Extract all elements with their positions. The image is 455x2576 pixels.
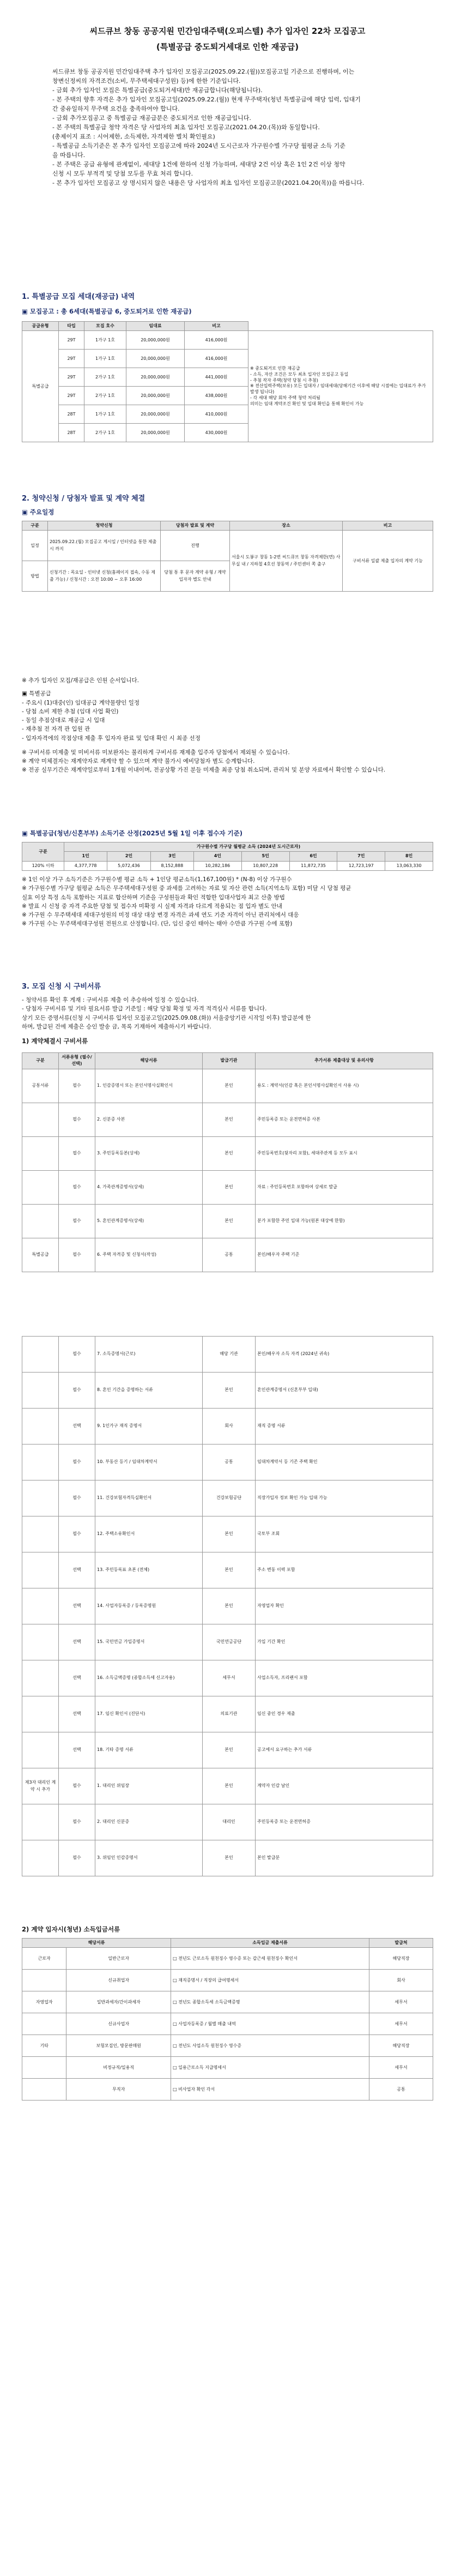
note-line: ※ 1인 이상 가구 소득기준은 가구원수별 평균 소득 + 1인당 평균소득(1,167,100원) * (N-8) 이상 가구원수 xyxy=(22,876,292,883)
cell: □ 일용근로소득 지급명세서 xyxy=(171,2057,369,2079)
section4-title: 3. 모집 신청 시 구비서류 xyxy=(22,983,101,991)
col-header: 비고 xyxy=(185,321,248,330)
cell: 필수 xyxy=(59,1069,95,1103)
intro-line: 간 중유일하지 무주택 요건을 충족하여야 합니다. xyxy=(52,105,180,112)
table-row xyxy=(22,1516,433,1552)
cell xyxy=(22,2057,66,2079)
supply-table xyxy=(22,321,433,442)
cell: 2가구 1호 xyxy=(84,368,126,387)
cell: 본인 xyxy=(203,1588,256,1624)
cell: 10,282,186 xyxy=(193,861,241,870)
cell: 본인 xyxy=(203,1768,256,1804)
col-header: 발급기관 xyxy=(203,1053,256,1069)
cell: 2025.09.22.(월) 모집공고 게시일 / 인터넷을 통한 제출 시 까지 xyxy=(48,531,161,561)
col-header: 8인 xyxy=(385,852,433,861)
cell: 20,000,000원 xyxy=(126,368,185,387)
note-line: ※ 추가 입자인 모집/재공급은 인원 순서입니다. xyxy=(22,677,139,684)
cell: 자영업자 xyxy=(22,1991,66,2013)
row-group: 제3자 대리인 계약 시 추가 xyxy=(22,1768,59,1804)
cell: 1. 대리인 위임장 xyxy=(95,1768,203,1804)
cell: 28T xyxy=(59,424,84,442)
row-group xyxy=(22,1840,59,1876)
cell: 해당 기관 xyxy=(203,1337,256,1373)
cell: 20,000,000원 xyxy=(126,350,185,368)
cell: 주민등록증 또는 운전면허증 xyxy=(256,1804,433,1840)
cell: 12. 주택소유확인서 xyxy=(95,1516,203,1552)
col-header: 구분 xyxy=(22,521,48,530)
intro-line: - 본 주택은 공급 유형에 관계없이, 세대당 1건에 한하여 신청 가능하며, 세대당 2건 이상 혹은 1인 2건 이상 청약 xyxy=(52,160,345,168)
col-header: 구분 xyxy=(22,842,64,861)
cell: 필수 xyxy=(59,1136,95,1170)
intro-line: - 본 주택의 특별공급 청약 자격은 당 사업자의 최초 입자인 모집공고(2021.04.20.(목))와 동일합니다. xyxy=(52,123,320,131)
col-header: 1인 xyxy=(64,852,107,861)
col-header: 서류유형 (필수/선택) xyxy=(59,1053,95,1069)
cell: 자료 : 주민등록번호 포함하여 상세로 발급 xyxy=(256,1170,433,1204)
cell: 필수 xyxy=(59,1768,95,1804)
remark: - 각 세대 해당 회차 주택 청약 처리됨 xyxy=(250,395,320,401)
docs-table xyxy=(22,1052,433,1272)
cell: 해당직장 xyxy=(369,2035,433,2057)
col-header: 공급유형 xyxy=(22,321,59,330)
cell: 직장가입자 정보 확인 가능 입대 가능 xyxy=(256,1480,433,1516)
note-line: ※ 가구원 수 무주택세대 세대구성원의 미정 대상 대상 변경 자격은 과세 연도 기준 자격이 아닌 관리처에서 대응 xyxy=(22,912,299,919)
cell: 13,063,330 xyxy=(385,861,433,870)
income-table xyxy=(22,842,433,871)
note-line: - 동일 추점상대로 재공급 시 입대 xyxy=(22,717,105,724)
table-row xyxy=(22,1588,433,1624)
cell: 본인 xyxy=(203,1136,256,1170)
cell: 필수 xyxy=(59,1238,95,1272)
cell: 주민등록번호(뒷자리 포함), 세대주관계 등 모두 표시 xyxy=(256,1136,433,1170)
cell: 필수 xyxy=(59,1445,95,1480)
intro-line: - 본 추가 입자인 모집공고 상 명시되지 않은 내용은 당 사업자의 최초 입자인 모집공고문(2021.04.20(목))을 따릅니다. xyxy=(52,179,365,187)
note-line: ※ 가구원수별 가구당 월평균 소득은 무주택세대구성원 중 과세를 고려하는 자료 및 자산 관련 소득(지역소득 포함) 미달 시 당첨 평균 xyxy=(22,885,351,892)
cell: 1가구 1호 xyxy=(84,350,126,368)
cell: 선택 xyxy=(59,1732,95,1768)
section2-notes xyxy=(22,676,433,775)
cell xyxy=(22,1970,66,1991)
cell: 건강보험공단 xyxy=(203,1480,256,1516)
cell: 필수 xyxy=(59,1204,95,1238)
table-row xyxy=(22,1804,433,1840)
cell: 본인 xyxy=(203,1732,256,1768)
cell: 선택 xyxy=(59,1624,95,1660)
cell: 441,000원 xyxy=(185,368,248,387)
cell: 임대차계약서 등 기존 주택 확인 xyxy=(256,1445,433,1480)
row-group xyxy=(22,1103,59,1136)
remark: 의미는 임대 계약조건 확인 및 입대 확인을 통해 확인이 가능 xyxy=(250,401,364,406)
row-group: 공통서류 xyxy=(22,1069,59,1103)
cell: 신규사업자 xyxy=(66,2013,171,2035)
cell: 가입 기간 확인 xyxy=(256,1624,433,1660)
table-row xyxy=(22,1696,433,1732)
cell: 회사 xyxy=(369,1970,433,1991)
cell: 본인 xyxy=(203,1373,256,1409)
row-group: 특별공급 xyxy=(22,1238,59,1272)
cell: 1. 인감증명서 또는 본인서명사실확인서 xyxy=(95,1069,203,1103)
cell: 29T xyxy=(59,387,84,405)
cell xyxy=(22,2079,66,2100)
cell: 본인/배우자 소득 자격 (2024년 귀속) xyxy=(256,1337,433,1373)
note-line: - 재추첨 전 자격 관 입원 관 xyxy=(22,726,90,733)
cell: 재직 증명 서류 xyxy=(256,1409,433,1445)
section1-title: 1. 특별공급 모집 세대(재공급) 내역 xyxy=(22,293,135,301)
cell: 13. 주민등록표 초본 (전체) xyxy=(95,1552,203,1588)
cell: 1가구 1호 xyxy=(84,405,126,424)
intro-line: - 금회 추가 입자인 모집은 특별공급(중도퇴거세대)만 재공급합니다(해당됩니다). xyxy=(52,86,263,94)
income-title: ▣ 특별공급(청년/신혼부부) 소득기준 산정(2025년 5월 1일 이후 접수자 기준) xyxy=(22,829,242,837)
table-row xyxy=(22,2079,433,2100)
cell: 해당직장 xyxy=(369,1948,433,1970)
cell: 본인 xyxy=(203,1204,256,1238)
row-group xyxy=(22,1552,59,1588)
cell: 7. 소득증명서(근로) xyxy=(95,1337,203,1373)
note-line: ※ 계약 미체결자는 재계약자로 재계약 할 수 있으며 계약 불가시 예비당첨자 별도 승계합니다. xyxy=(22,758,255,765)
cell: 120% 이하 xyxy=(22,861,64,870)
docs-table-continued xyxy=(22,1336,433,1876)
cell: □ 사업자등록증 / 월별 매출 내역 xyxy=(171,2013,369,2035)
cell: 2. 대리인 신분증 xyxy=(95,1804,203,1840)
cell: 416,000원 xyxy=(185,350,248,368)
supply-group: 특별공급 xyxy=(22,331,59,442)
col-header: 가구원수별 가구당 월평균 소득 (2024년 도시근로자) xyxy=(64,842,433,851)
cell: 공통 xyxy=(203,1445,256,1480)
intro-line: (총제이지 표조 : 시어제한, 소득제한, 자격제한 별치 확인필요) xyxy=(52,133,215,140)
table-row xyxy=(22,1991,433,2013)
cell: 본인 xyxy=(203,1170,256,1204)
cell: 12,723,197 xyxy=(337,861,385,870)
note-line: ※ 가구원 수는 무주택세대구성원 전원으로 산정합니다. (단, 임신 중인 태아는 태아 수만큼 가구원 수에 포함) xyxy=(22,920,293,928)
cell: 용도 : 계약서(인감 혹은 본인서명사실확인서 사용 시) xyxy=(256,1069,433,1103)
cell: 438,000원 xyxy=(185,387,248,405)
cell: 29T xyxy=(59,350,84,368)
cell: 8. 혼인 기간을 증명하는 서류 xyxy=(95,1373,203,1409)
intro-line: - 금회 추가모집공고 중 특별공급 재공급분은 중도퇴거로 인한 재공급입니다. xyxy=(52,114,251,122)
cell: 28T xyxy=(59,405,84,424)
cell: 29T xyxy=(59,368,84,387)
table-row xyxy=(22,1970,433,1991)
notice-subtitle: (특별공급 중도퇴거세대로 인한 재공급) xyxy=(156,42,299,52)
cell: 당첨 통 후 문자 계약 유형 / 계약 입자자 별도 안내 xyxy=(161,561,230,592)
row-group xyxy=(22,1136,59,1170)
col-header: 청약신청 xyxy=(48,521,161,530)
cell: 416,000원 xyxy=(185,331,248,350)
table-row xyxy=(22,2013,433,2035)
docs-sub: 1) 계약체결시 구비서류 xyxy=(22,1037,88,1045)
cell: 필수 xyxy=(59,1804,95,1840)
cell: 5,072,436 xyxy=(107,861,150,870)
cell: 16. 소득금액증명 (종합소득세 신고자용) xyxy=(95,1660,203,1696)
cell: 주민등록증 또는 운전면허증 사본 xyxy=(256,1103,433,1136)
table-row xyxy=(22,1103,433,1136)
table-row xyxy=(22,1480,433,1516)
cell: 17. 임신 확인서 (진단서) xyxy=(95,1696,203,1732)
row-group xyxy=(22,1337,59,1373)
intro-line: 을 따릅니다. xyxy=(52,151,86,159)
row-group xyxy=(22,1170,59,1204)
cell xyxy=(22,2013,66,2035)
intro-line: 신청 시 모두 부적격 및 당첨 모두를 무효 처리 합니다. xyxy=(52,170,193,178)
row-group xyxy=(22,1445,59,1480)
cell: 사업소득자, 프리랜서 포함 xyxy=(256,1660,433,1696)
col-header: 6인 xyxy=(289,852,337,861)
remark: ※ 중도퇴거로 인한 재공급 xyxy=(250,366,300,371)
cell: 회사 xyxy=(203,1409,256,1445)
note-line: - 청약서류 확인 후 게재 : 구비서류 제출 이 추승하여 일정 수 있습니다. xyxy=(22,997,199,1004)
row-group xyxy=(22,1732,59,1768)
row-group xyxy=(22,1588,59,1624)
intro-line: - 본 주택의 향후 자격은 추가 입자인 모집공고일(2025.09.22.(월)) 현재 무주택자(청년 특별공급에 해당 입력, 입대기 xyxy=(52,95,361,103)
cell: 430,000원 xyxy=(185,424,248,442)
cell: 구비서류 일괄 제출 입자의 계약 기능 xyxy=(343,531,433,592)
cell: 자영업자 확인 xyxy=(256,1588,433,1624)
cell: 필수 xyxy=(59,1516,95,1552)
cell: 2가구 1호 xyxy=(84,387,126,405)
cell: 필수 xyxy=(59,1840,95,1876)
note-line: 실효 이상 특정 소득 포함하는 지표로 합산하며 기준을 구성원들과 확인 적합한 입대사업자 최고 산출 방법 xyxy=(22,894,285,901)
remark: - 소득, 자산 조건은 모두 최초 입자인 모집공고 동일 xyxy=(250,371,349,377)
col-header: 타입 xyxy=(59,321,84,330)
cell: 선택 xyxy=(59,1409,95,1445)
cell: 세무서 xyxy=(369,1991,433,2013)
cell: 본인 xyxy=(203,1552,256,1588)
row-group xyxy=(22,1409,59,1445)
cell: 11,872,735 xyxy=(289,861,337,870)
table-row xyxy=(22,1732,433,1768)
cell: 6. 주택 자격증 및 신청서(작성) xyxy=(95,1238,203,1272)
cell: 4,377,778 xyxy=(64,861,107,870)
remark: ※ 전산입력주택(보유) 모든 입대자 / 임대세대(당해기간 이후에 해당 시점에는 입대료가 추가 발생 됩니다) xyxy=(250,383,426,395)
cell: 필수 xyxy=(59,1337,95,1373)
section4-notes xyxy=(22,996,433,1031)
note-line: ※ 구비서류 미제출 및 미비서류 미보완자는 불리하게 구비서류 재제출 입주자 당첨에서 제외될 수 있습니다. xyxy=(22,749,290,756)
cell: 29T xyxy=(59,331,84,350)
cell: 일반과세자/간이과세자 xyxy=(66,1991,171,2013)
cell: 20,000,000원 xyxy=(126,405,185,424)
col-header: 장소 xyxy=(230,521,343,530)
col-header: 비고 xyxy=(343,521,433,530)
cell: 20,000,000원 xyxy=(126,331,185,350)
section1-sub: ▣ 모집공고 : 총 6세대(특별공급 6, 중도퇴거로 인한 재공급) xyxy=(22,308,192,316)
cell: □ 비사업자 확인 각서 xyxy=(171,2079,369,2100)
cell: 세무서 xyxy=(203,1660,256,1696)
cell: 무직자 xyxy=(66,2079,171,2100)
col-header: 5인 xyxy=(241,852,289,861)
cell: 10. 부동산 등기 / 임대차계약서 xyxy=(95,1445,203,1480)
schedule-table xyxy=(22,521,433,592)
table-row xyxy=(22,1768,433,1804)
cell: 3. 위임인 인감증명서 xyxy=(95,1840,203,1876)
cell: 공통 xyxy=(369,2079,433,2100)
col-header: 2인 xyxy=(107,852,150,861)
table-row xyxy=(22,1552,433,1588)
income-notes xyxy=(22,875,433,929)
cell: 의료기관 xyxy=(203,1696,256,1732)
table-row xyxy=(22,1445,433,1480)
table-row xyxy=(22,1840,433,1876)
cell: 선택 xyxy=(59,1696,95,1732)
cell: 혼인관계증명서 (신혼부부 입대) xyxy=(256,1373,433,1409)
cell: 공고에서 요구하는 추가 서류 xyxy=(256,1732,433,1768)
section2-title: 2. 청약신청 / 당첨자 발표 및 계약 체결 xyxy=(22,495,145,503)
remark: - 추첨 작자 주택(청약 당첨 시 추첨) xyxy=(250,377,318,383)
table-row xyxy=(22,1170,433,1204)
cell: 진행 xyxy=(161,531,230,561)
table-row xyxy=(22,1409,433,1445)
row-group xyxy=(22,1480,59,1516)
col-header: 발급처 xyxy=(369,1938,433,1947)
supply-remarks xyxy=(248,331,433,442)
col-header: 당첨자 발표 및 계약 xyxy=(161,521,230,530)
notice-title: 씨드큐브 창동 공공지원 민간임대주택(오피스텔) 추가 입자인 22차 모집공고 xyxy=(89,26,366,36)
table-row xyxy=(22,1238,433,1272)
cell: 선택 xyxy=(59,1660,95,1696)
row-group xyxy=(22,1696,59,1732)
cell: 1가구 1호 xyxy=(84,331,126,350)
cell: 2가구 1호 xyxy=(84,424,126,442)
cell: 3. 주민등록등본(상세) xyxy=(95,1136,203,1170)
cell: □ 전년도 근로소득 원천징수 영수증 또는 갑근세 원천징수 확인서 xyxy=(171,1948,369,1970)
table-row xyxy=(22,1373,433,1409)
col-header: 모집 호수 xyxy=(84,321,126,330)
table-row xyxy=(22,1660,433,1696)
cell: 계약자 인감 날인 xyxy=(256,1768,433,1804)
cell: 20,000,000원 xyxy=(126,424,185,442)
cell: 15. 국민연금 가입증명서 xyxy=(95,1624,203,1660)
table-row xyxy=(22,1337,433,1373)
cell: □ 전년도 사업소득 원천징수 영수증 xyxy=(171,2035,369,2057)
col-header: 해당서류 xyxy=(95,1053,203,1069)
note-line: - 당첨 소비 제한 추첨 (임대 사업 확인) xyxy=(22,708,119,715)
col-header: 소득입금 제출서류 xyxy=(171,1938,369,1947)
note-line: - 주요시 (1)대중(인) 임대공급 계약물량인 일정 xyxy=(22,699,139,706)
cell: 필수 xyxy=(59,1170,95,1204)
cell: 방법 xyxy=(22,561,48,592)
intro-line: - 특별공급 소득기준은 본 추가 입자인 모집공고에 따라 2024년 도시근로자 가구원수별 가구당 월평균 소득 기준 xyxy=(52,142,345,149)
note-line: ※ 발표 시 신청 중 자격 주요한 당첨 및 접수자 미확정 시 실제 자격과 다르게 적용되는 점 입자 별도 안내 xyxy=(22,902,282,910)
row-group xyxy=(22,1373,59,1409)
cell: 서울시 도봉구 창동 1-2번 씨드큐브 창동 자격제한(면) 사무실 내 / 지하철 4호선 창동역 / 주민센터 쪽 출구 xyxy=(230,531,343,592)
cell: 신규취업자 xyxy=(66,1970,171,1991)
cell: 신청기간 : 목요일 - 인터넷 신청(홈페이지 접속, 수동 제출 가능) / 신청시간 : 오전 10:00 ~ 오후 16:00 xyxy=(48,561,161,592)
cell: 410,000원 xyxy=(185,405,248,424)
cell: 본인 xyxy=(203,1103,256,1136)
cell: 본인 발급분 xyxy=(256,1840,433,1876)
row-group xyxy=(22,1624,59,1660)
note-line: - 입자자격에의 작점상대 제출 후 입자자 완료 및 입대 확인 시 최종 선정 xyxy=(22,735,201,742)
cell: 본인/배우자 주택 기준 xyxy=(256,1238,433,1272)
cell: 2. 신분증 사본 xyxy=(95,1103,203,1136)
cell: 보험모집인, 방문판매원 xyxy=(66,2035,171,2057)
cell: 비정규직/일용직 xyxy=(66,2057,171,2079)
row-group xyxy=(22,1516,59,1552)
table-row xyxy=(22,1948,433,1970)
cell: 주소 변동 이력 포함 xyxy=(256,1552,433,1588)
table-row xyxy=(22,1136,433,1170)
cell: 8,152,888 xyxy=(150,861,193,870)
cell: 본인 xyxy=(203,1516,256,1552)
cell: 5. 혼인관계증명서(상세) xyxy=(95,1204,203,1238)
col-header: 해당서류 xyxy=(22,1938,171,1947)
cell: 10,807,228 xyxy=(241,861,289,870)
note-line: ▣ 특별공급 xyxy=(22,690,51,697)
cell: 필수 xyxy=(59,1103,95,1136)
cell: 근로자 xyxy=(22,1948,66,1970)
cell: 20,000,000원 xyxy=(126,387,185,405)
table-row xyxy=(22,1069,433,1103)
col-header: 구분 xyxy=(22,1053,59,1069)
col-header: 4인 xyxy=(193,852,241,861)
cell: 공통 xyxy=(203,1238,256,1272)
note-line: 하며, 발급된 건에 제출은 승인 발송 금, 목록 기재하여 제출하시기 바랍니다. xyxy=(22,1023,211,1030)
cell: 4. 가족관계증명서(상세) xyxy=(95,1170,203,1204)
row-group xyxy=(22,1204,59,1238)
cell: 선택 xyxy=(59,1588,95,1624)
row-group xyxy=(22,1804,59,1840)
cell: 18. 기타 증명 서류 xyxy=(95,1732,203,1768)
table-row xyxy=(22,2057,433,2079)
cell: 분가 포함한 주민 입대 가능(원본 대상에 한함) xyxy=(256,1204,433,1238)
cell: 국민연금공단 xyxy=(203,1624,256,1660)
table-row xyxy=(22,1204,433,1238)
income-proof-table xyxy=(22,1938,433,2100)
intro-text xyxy=(52,67,403,188)
cell: 기타 xyxy=(22,2035,66,2057)
cell: 필수 xyxy=(59,1480,95,1516)
cell: 세무서 xyxy=(369,2057,433,2079)
cell: 본인 xyxy=(203,1840,256,1876)
cell: 일정 xyxy=(22,531,48,561)
table-row xyxy=(22,1624,433,1660)
income-proof-sub: 2) 계약 입자시(청년) 소득입금서류 xyxy=(22,1925,120,1933)
cell: 세무서 xyxy=(369,2013,433,2035)
cell: □ 재직증명서 / 직장의 급여명세서 xyxy=(171,1970,369,1991)
col-header: 3인 xyxy=(150,852,193,861)
note-line: ※ 전공 실무기간은 재계약일로부터 1개월 이내이며, 전공상황 가진 분들 미제출 최종 당첨 취소되며, 관리처 및 분양 자료에서 확인할 수 있습니다. xyxy=(22,767,386,774)
intro-line: 창변신정씨의 자격조건(소비, 무주택세대구성원) 등)에 한한 기준입니다. xyxy=(52,77,241,85)
section2-sub: ▣ 주요일정 xyxy=(22,508,54,516)
cell: 임신 중인 경우 제출 xyxy=(256,1696,433,1732)
row-group xyxy=(22,1660,59,1696)
table-row xyxy=(22,2035,433,2057)
col-header: 7인 xyxy=(337,852,385,861)
cell: 국토부 조회 xyxy=(256,1516,433,1552)
note-line: 상기 모든 증명서류(신청 시 구비서류 입자인 모집공고일(2025.09.08.(화)) 서울중앙기관 시작일 이후) 발급분에 한 xyxy=(22,1014,311,1021)
cell: 11. 건강보험자격득실확인서 xyxy=(95,1480,203,1516)
cell: 대리인 xyxy=(203,1804,256,1840)
cell: 선택 xyxy=(59,1552,95,1588)
note-line: - 당첨자 구비서류 및 기타 필요서류 발급 기준일 : 해당 당첨 확정 및 자격 적격심사 서류를 합니다. xyxy=(22,1006,267,1013)
cell: 일반근로자 xyxy=(66,1948,171,1970)
cell: 14. 사업자등록증 / 등록증명원 xyxy=(95,1588,203,1624)
col-header: 추가서류 제출대상 및 유의사항 xyxy=(256,1053,433,1069)
cell: 필수 xyxy=(59,1373,95,1409)
intro-line: 씨드큐브 창동 공공지원 민간임대주택 추가 입자인 모집공고(2025.09.22.(월))모집공고일 기준으로 진행하며, 이는 xyxy=(52,68,355,75)
cell: 본인 xyxy=(203,1069,256,1103)
cell: □ 전년도 종합소득세 소득금액증명 xyxy=(171,1991,369,2013)
cell: 9. 1인가구 재직 증명서 xyxy=(95,1409,203,1445)
col-header: 임대료 xyxy=(126,321,185,330)
